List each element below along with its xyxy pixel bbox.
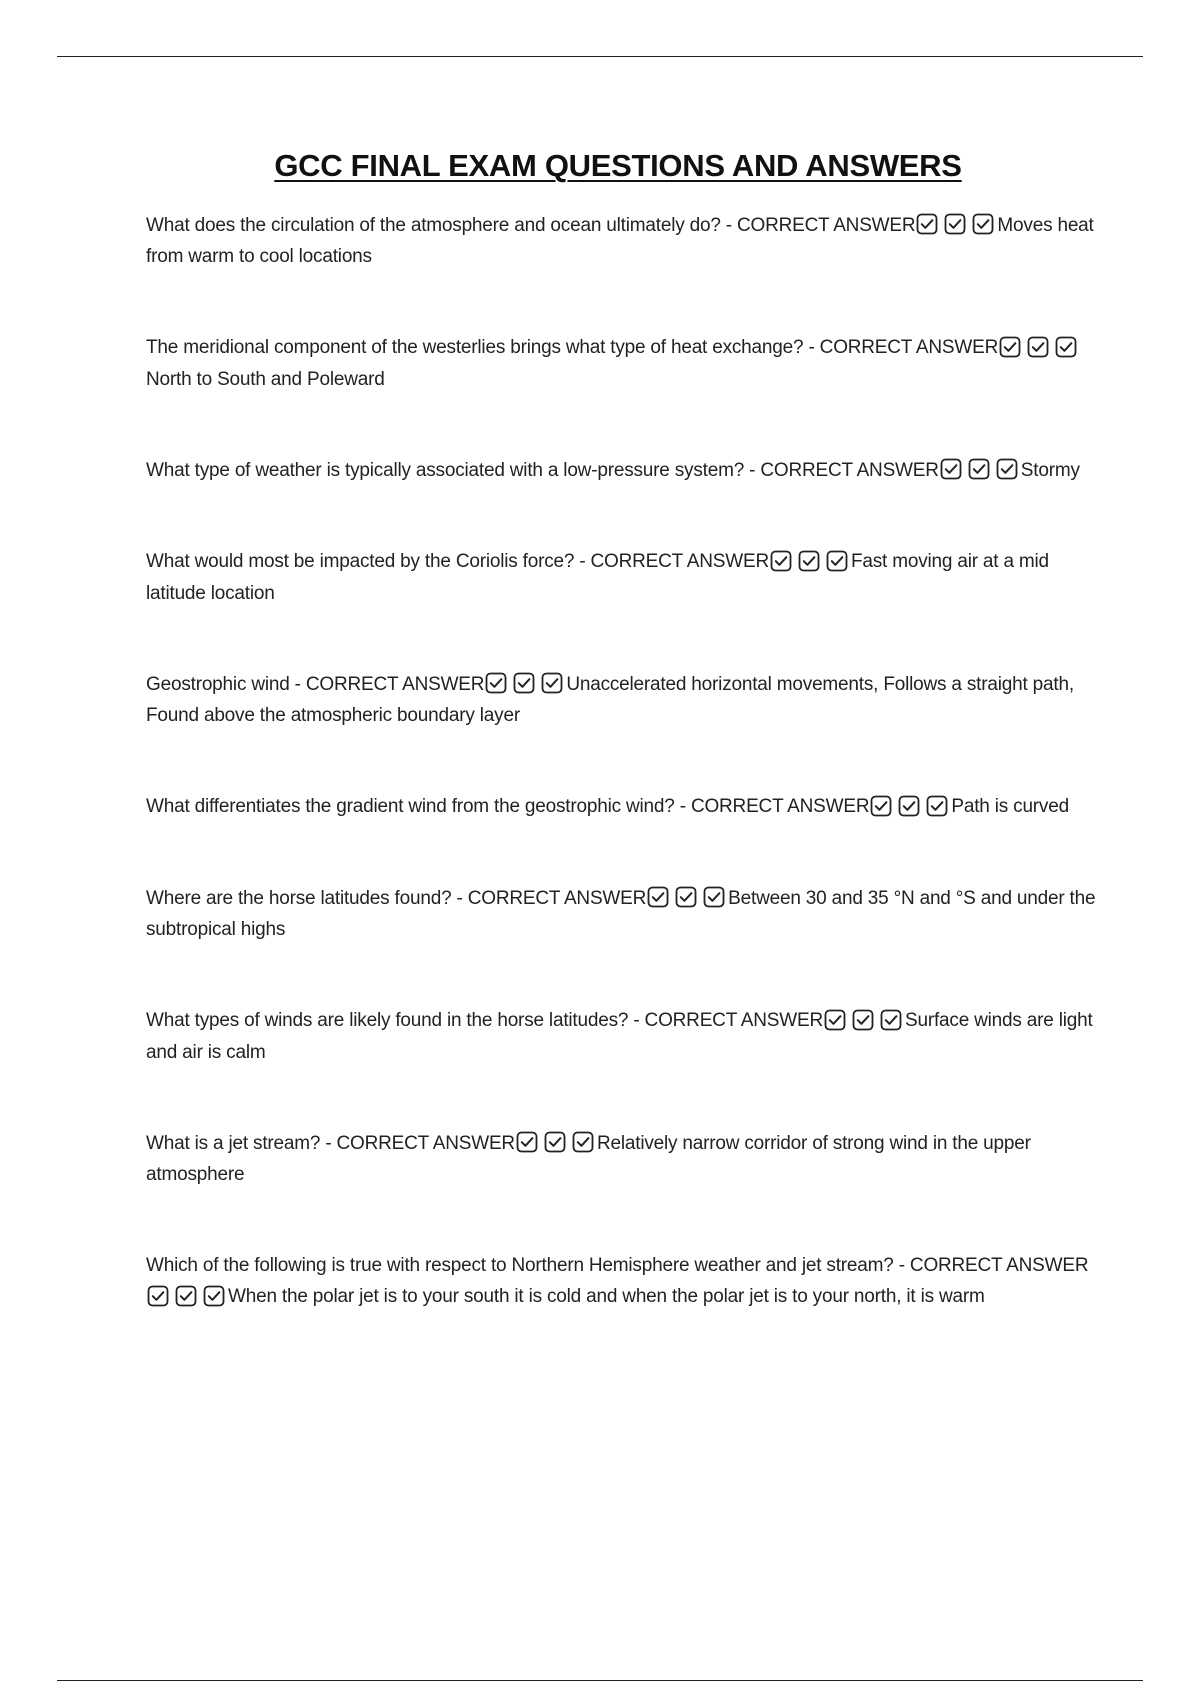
answer-marker <box>940 455 1020 486</box>
checkbox-check-icon <box>824 1009 846 1031</box>
answer-text: Unaccelerated horizontal movements, Follows a straight path, Found above the atmospheric boundary layer <box>146 673 1074 727</box>
checkbox-check-icon <box>916 213 938 235</box>
checkbox-check-icon <box>675 886 697 908</box>
checkbox-check-icon <box>647 886 669 908</box>
checkbox-check-icon <box>203 1285 225 1307</box>
answer-text: When the polar jet is to your south it is cold and when the polar jet is to your north, it is warm <box>228 1286 985 1308</box>
checkbox-check-icon <box>485 672 507 694</box>
question-text: Which of the following is true with respect to Northern Hemisphere weather and jet stream? - CORRECT ANSWER <box>146 1255 1089 1277</box>
checkbox-check-icon <box>516 1131 538 1153</box>
checkbox-check-icon <box>572 1131 594 1153</box>
checkbox-check-icon <box>703 886 725 908</box>
answer-marker <box>147 1282 227 1313</box>
answer-marker <box>999 333 1079 364</box>
page-title: GCC FINAL EXAM QUESTIONS AND ANSWERS <box>274 148 962 183</box>
answer-text: Between 30 and 35 °N and °S and under the subtropical highs <box>146 887 1096 941</box>
checkbox-check-icon <box>898 795 920 817</box>
checkbox-check-icon <box>940 458 962 480</box>
question-text: What would most be impacted by the Coriolis force? - CORRECT ANSWER <box>146 551 769 573</box>
question-text: What types of winds are likely found in the horse latitudes? - CORRECT ANSWER <box>146 1010 823 1032</box>
answer-marker <box>916 210 996 241</box>
qa-item <box>146 1128 1096 1190</box>
bottom-divider <box>57 1680 1143 1681</box>
answer-text: North to South and Poleward <box>146 368 385 390</box>
question-text: What is a jet stream? - CORRECT ANSWER <box>146 1132 515 1154</box>
answer-marker <box>516 1128 596 1159</box>
question-text: What differentiates the gradient wind from the geostrophic wind? - CORRECT ANSWER <box>146 796 870 818</box>
answer-marker <box>824 1006 904 1037</box>
checkbox-check-icon <box>926 795 948 817</box>
checkbox-check-icon <box>175 1285 197 1307</box>
checkbox-check-icon <box>1027 336 1049 358</box>
question-text: The meridional component of the westerlies brings what type of heat exchange? - CORRECT ANSWER <box>146 337 999 359</box>
question-text: What does the circulation of the atmosphere and ocean ultimately do? - CORRECT ANSWER <box>146 215 916 236</box>
qa-item <box>146 332 1096 394</box>
qa-list <box>146 210 1096 1373</box>
qa-item <box>146 669 1096 731</box>
answer-marker <box>870 792 950 823</box>
answer-text: Surface winds are light and air is calm <box>146 1010 1093 1063</box>
qa-item <box>146 1250 1096 1312</box>
checkbox-check-icon <box>880 1009 902 1031</box>
checkbox-check-icon <box>544 1131 566 1153</box>
qa-item <box>146 210 1096 272</box>
qa-item <box>146 1005 1096 1067</box>
question-text: Geostrophic wind - CORRECT ANSWER <box>146 673 485 695</box>
answer-text: Path is curved <box>951 796 1069 818</box>
qa-item <box>146 791 1096 822</box>
checkbox-check-icon <box>770 550 792 572</box>
question-text: What type of weather is typically associated with a low-pressure system? - CORRECT ANSWER <box>146 459 939 481</box>
answer-marker <box>647 883 727 914</box>
qa-item <box>146 455 1096 486</box>
checkbox-check-icon <box>996 458 1018 480</box>
checkbox-check-icon <box>972 213 994 235</box>
answer-text: Stormy <box>1020 459 1080 481</box>
checkbox-check-icon <box>870 795 892 817</box>
top-divider <box>57 56 1143 57</box>
checkbox-check-icon <box>541 672 563 694</box>
checkbox-check-icon <box>513 672 535 694</box>
checkbox-check-icon <box>852 1009 874 1031</box>
qa-item <box>146 883 1096 945</box>
answer-text: Fast moving air at a mid latitude location <box>146 551 1049 604</box>
answer-text: Relatively narrow corridor of strong wind in the upper atmosphere <box>146 1132 1031 1186</box>
checkbox-check-icon <box>147 1285 169 1307</box>
checkbox-check-icon <box>968 458 990 480</box>
checkbox-check-icon <box>999 336 1021 358</box>
answer-marker <box>485 669 565 700</box>
qa-item <box>146 546 1096 608</box>
checkbox-check-icon <box>1055 336 1077 358</box>
checkbox-check-icon <box>944 213 966 235</box>
question-text: Where are the horse latitudes found? - CORRECT ANSWER <box>146 887 647 909</box>
answer-text: Moves heat from warm to cool locations <box>146 215 1094 268</box>
checkbox-check-icon <box>826 550 848 572</box>
answer-marker <box>770 547 850 578</box>
checkbox-check-icon <box>798 550 820 572</box>
